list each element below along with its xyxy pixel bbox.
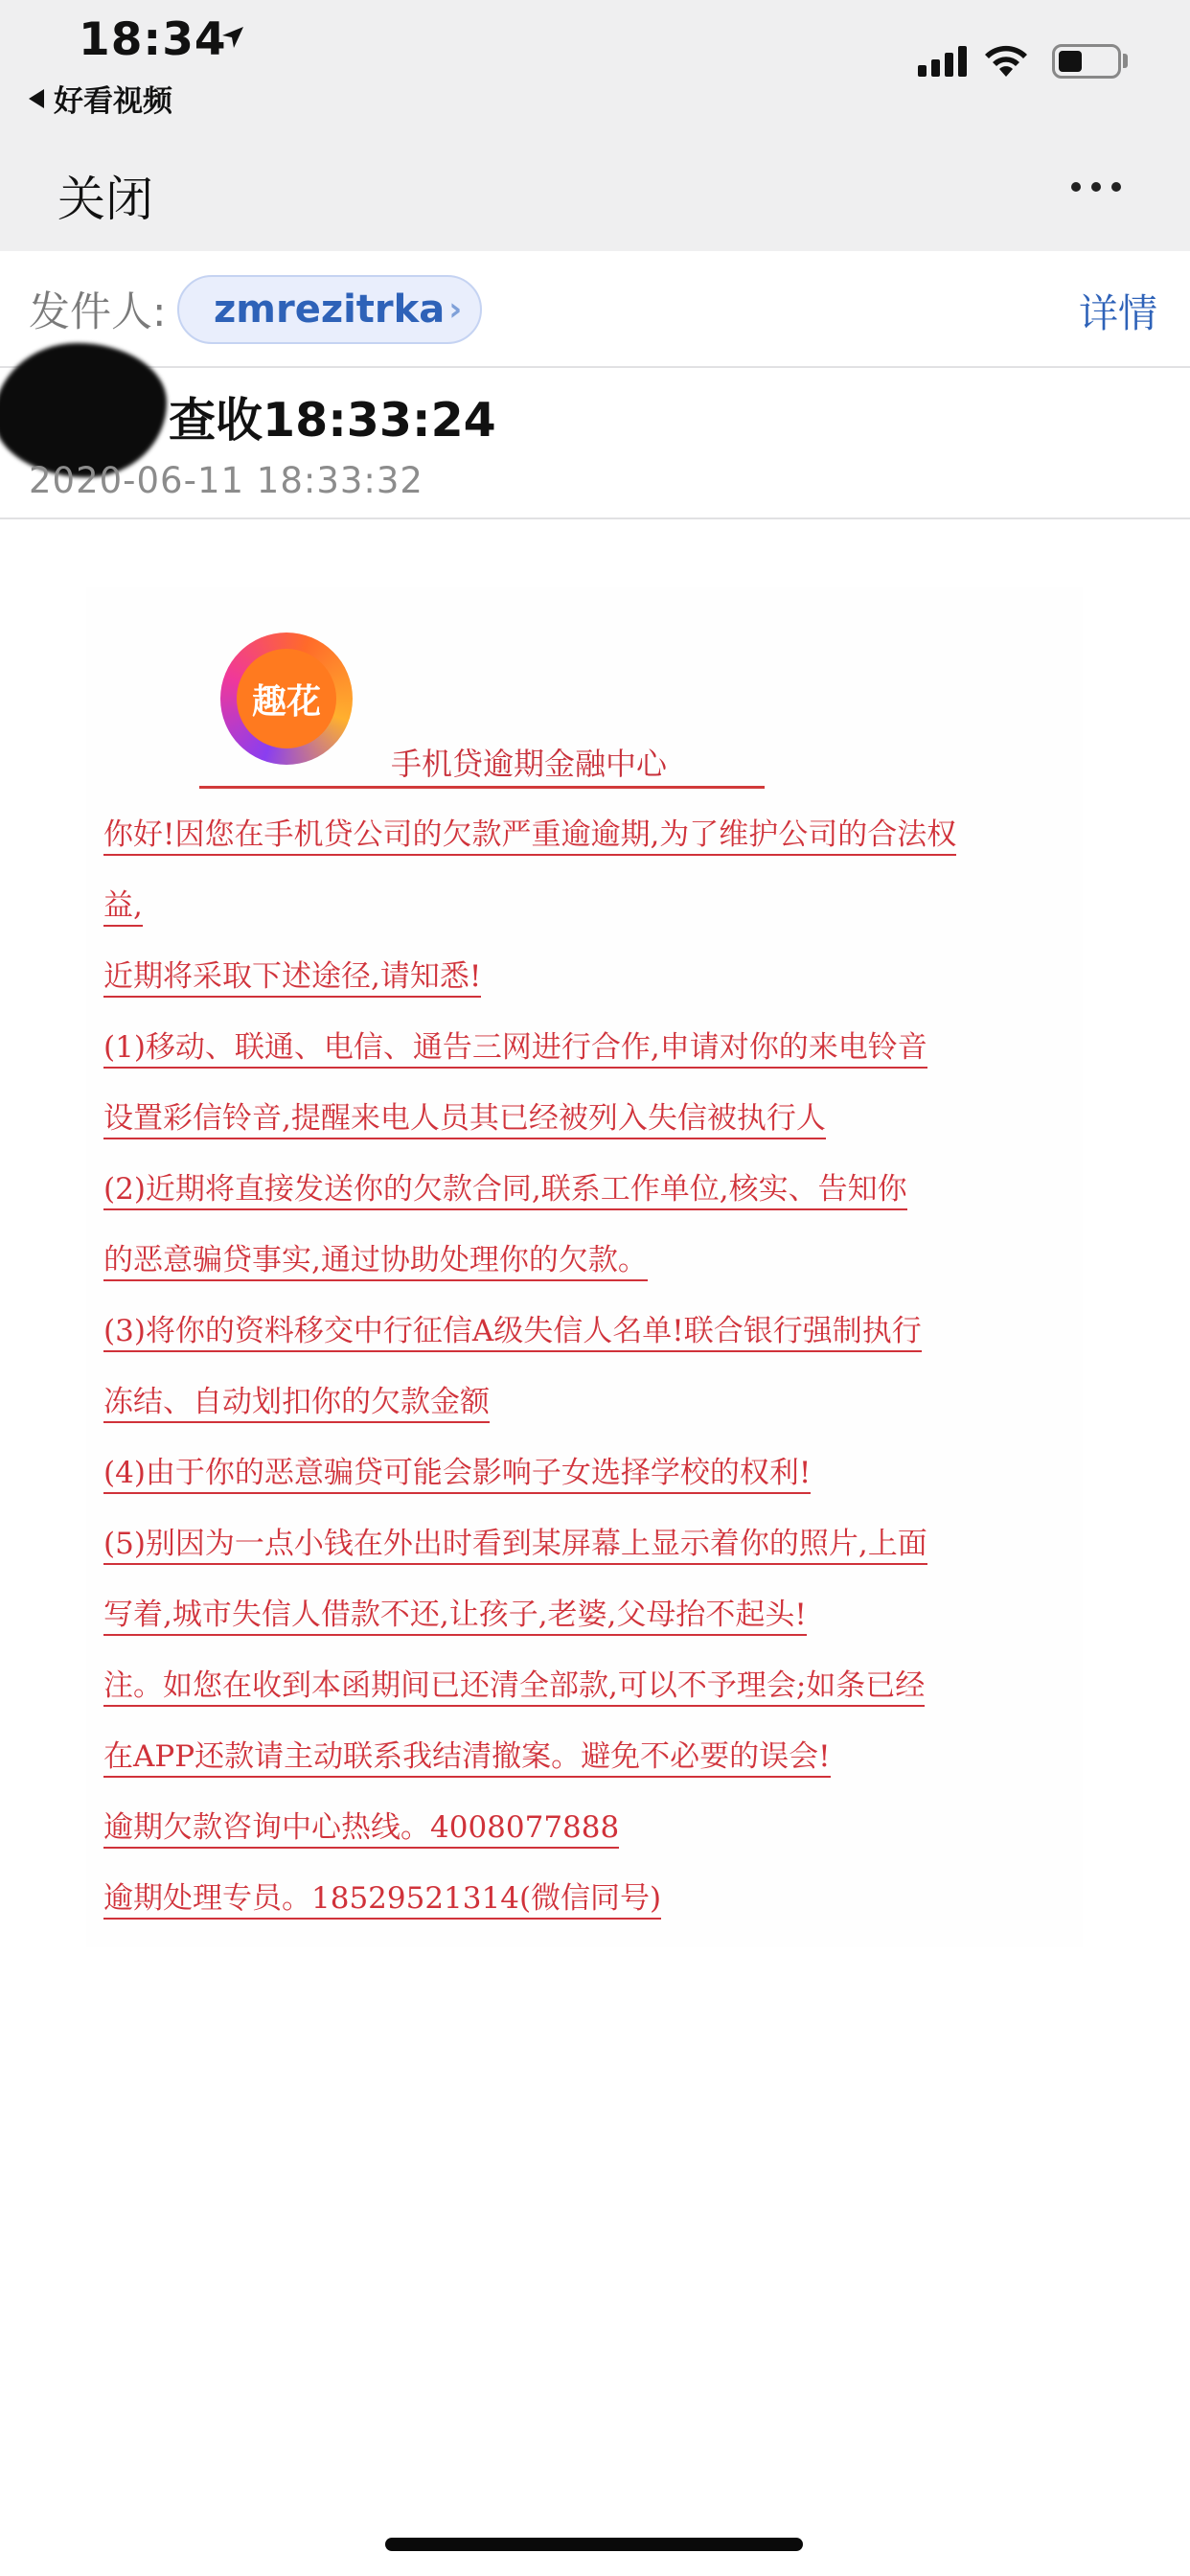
cellular-signal-icon	[918, 46, 967, 77]
sender-chip[interactable]	[177, 275, 482, 344]
battery-tip	[1123, 54, 1128, 68]
sender-label: 发件人:	[29, 288, 167, 336]
letter-line: (4)由于你的恶意骗贷可能会影响子女选择学校的权利!	[103, 1438, 1071, 1508]
letter-title: 手机贷逾期金融中心	[391, 746, 668, 782]
battery-icon	[1052, 44, 1121, 79]
letter-line: (1)移动、联通、电信、通告三网进行合作,申请对你的来电铃音	[103, 1012, 1071, 1083]
letter-line: 你好!因您在手机贷公司的欠款严重逾逾期,为了维护公司的合法权	[103, 799, 1071, 870]
letter-line: 冻结、自动划扣你的欠款金额	[103, 1367, 1071, 1438]
top-bar	[0, 0, 1190, 251]
letter-line: 写着,城市失信人借款不还,让孩子,老婆,父母抬不起头!	[103, 1579, 1071, 1650]
letter-body	[103, 799, 1071, 1934]
chevron-right-icon: ›	[448, 290, 463, 329]
details-link[interactable]: 详情	[1079, 290, 1157, 336]
home-indicator[interactable]	[385, 2538, 803, 2551]
letter-line: 注。如您在收到本函期间已还清全部款,可以不予理会;如条已经	[103, 1650, 1071, 1721]
letter-line: 的恶意骗贷事实,通过协助处理你的欠款。	[103, 1225, 1071, 1296]
letter-line: 近期将采取下述途径,请知悉!	[103, 941, 1071, 1012]
letter-line: 在APP还款请主动联系我结清撤案。避免不必要的误会!	[103, 1721, 1071, 1792]
sender-name: zmrezitrka	[214, 288, 446, 332]
letter-line: 益,	[103, 870, 1071, 941]
status-time: 18:34	[79, 13, 227, 66]
letter-line: (3)将你的资料移交中行征信A级失信人名单!联合银行强制执行	[103, 1296, 1071, 1367]
location-arrow-icon	[220, 25, 245, 50]
sender-row	[0, 251, 1190, 368]
wifi-icon	[981, 40, 1031, 79]
mail-subject: 查收18:33:24	[169, 393, 496, 448]
letter-line: 逾期处理专员。18529521314(微信同号)	[103, 1863, 1071, 1934]
close-button[interactable]: 关闭	[57, 172, 153, 227]
letter-line: 逾期欠款咨询中心热线。4008077888	[103, 1792, 1071, 1863]
letter-line: (2)近期将直接发送你的欠款合同,联系工作单位,核实、告知你	[103, 1154, 1071, 1225]
letter-image	[86, 586, 1083, 1947]
back-triangle-icon	[29, 89, 44, 108]
letter-line: 设置彩信铃音,提醒来电人员其已经被列入失信被执行人	[103, 1083, 1071, 1154]
logo-text: 趣花	[237, 649, 336, 748]
redaction-scribble	[0, 343, 167, 477]
letter-line: (5)别因为一点小钱在外出时看到某屏幕上显示着你的照片,上面	[103, 1508, 1071, 1579]
subject-row	[0, 368, 1190, 519]
mail-date: 2020-06-11 18:33:32	[29, 460, 423, 501]
back-to-app-link[interactable]	[29, 77, 172, 120]
back-app-label: 好看视频	[54, 84, 172, 119]
more-dots-icon[interactable]	[1071, 182, 1121, 192]
